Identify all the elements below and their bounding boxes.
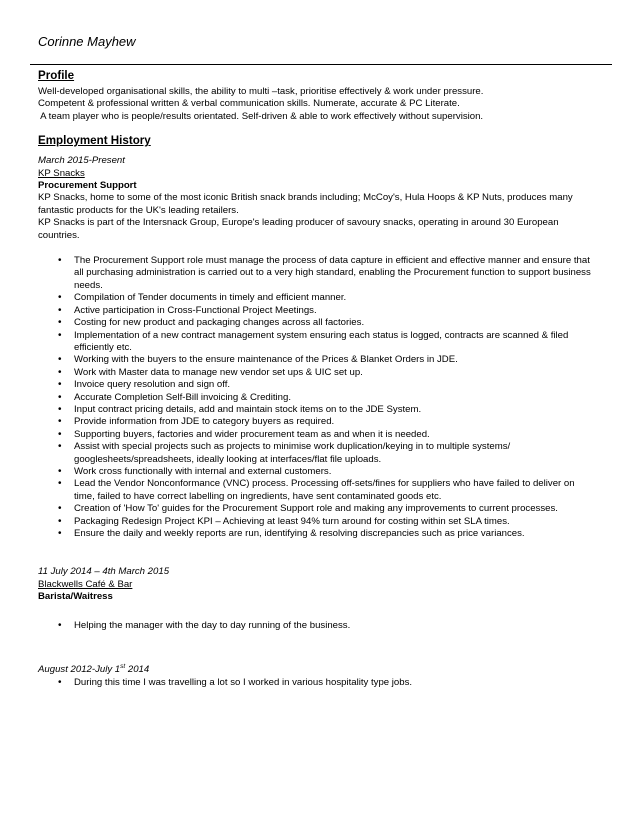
job1-company: KP Snacks [38, 167, 85, 179]
list-item: • Costing for new product and packaging changes across all factories. [38, 317, 598, 329]
list-item: • Work cross functionally with internal and external customers. [38, 466, 598, 478]
list-item: • Supporting buyers, factories and wider procurement team as and when it is needed. [38, 429, 598, 441]
profile-line: Competent & professional written & verbal communication skills. Numerate, accurate & PC Literate. [38, 98, 460, 110]
header-name: Corinne Mayhew [38, 34, 136, 49]
list-item: • Creation of 'How To' guides for the Procurement Support role and making any improvements to current processes. [38, 503, 598, 515]
list-item: • Helping the manager with the day to day running of the business. [38, 620, 598, 632]
job3-dates [38, 664, 598, 676]
list-item: • Working with the buyers to the ensure maintenance of the Prices & Blanket Orders in JDE. [38, 354, 598, 366]
list-item: • Assist with special projects such as projects to minimise work duplication/keying in to multiple systems/ googlesheets/spreadsheets, ideally looking at interfaces/flat file uploads. [38, 441, 598, 466]
job2-bullet-list [38, 620, 598, 632]
job2-company: Blackwells Café & Bar [38, 578, 133, 590]
list-item: • Ensure the daily and weekly reports are run, identifying & resolving discrepancies such as price variances. [38, 528, 598, 540]
job1-dates: March 2015-Present [38, 155, 125, 167]
list-item: • Invoice query resolution and sign off. [38, 379, 598, 391]
job3-dates-start: August 2012-July 1 [38, 664, 121, 676]
job1-description: KP Snacks is part of the Intersnack Group, Europe's leading producer of savoury snacks, operating in around 30 European countries. [38, 217, 559, 241]
section-spacer [38, 632, 598, 664]
list-item: • Work with Master data to manage new vendor set ups & UIC set up. [38, 367, 598, 379]
profile-heading: Profile [38, 69, 75, 82]
header-divider [30, 64, 612, 65]
profile-line: A team player who is people/results orientated. Self-driven & able to work effectively without supervision. [38, 110, 484, 122]
list-item: • During this time I was travelling a lot so I worked in various hospitality type jobs. [38, 677, 598, 689]
list-item: • Compilation of Tender documents in timely and efficient manner. [38, 292, 598, 304]
job1-role: Procurement Support [38, 180, 137, 192]
list-item: • The Procurement Support role must manage the process of data capture in efficient and effective manner and ensure that all purchasing administration is carried out to a very high standard, enabling the Procurement function to support business needs. [38, 255, 598, 292]
list-item: • Input contract pricing details, add and maintain stock items on to the JDE System. [38, 404, 598, 416]
list-item: • Active participation in Cross-Functional Project Meetings. [38, 305, 598, 317]
job3-bullet-list [38, 677, 598, 689]
job2-dates: 11 July 2014 – 4th March 2015 [38, 566, 170, 578]
list-item: • Implementation of a new contract management system ensuring each status is logged, contracts are scanned & filed efficiently etc. [38, 330, 598, 355]
section-spacer [38, 540, 598, 566]
job1-description: KP Snacks, home to some of the most iconic British snack brands including; McCoy's, Hula Hoops & KP Nuts, produces many fantastic products for the UK's leading retailers. [38, 192, 573, 216]
job2-role: Barista/Waitress [38, 591, 113, 603]
job1-bullet-list [38, 255, 598, 540]
profile-line: Well-developed organisational skills, the ability to multi –task, prioritise effectively & work under pressure. [38, 86, 484, 97]
list-item: • Accurate Completion Self-Bill invoicing & Crediting. [38, 392, 598, 404]
list-item: • Lead the Vendor Nonconformance (VNC) process. Processing off-sets/fines for suppliers who have failed to deliver on time, failed to have correct labelling on ingredients, have sent contaminated goods etc. [38, 478, 598, 503]
resume-content [38, 69, 598, 690]
list-item: • Provide information from JDE to category buyers as required. [38, 416, 598, 428]
list-item: • Packaging Redesign Project KPI – Achieving at least 94% turn around for costing within set SLA times. [38, 516, 598, 528]
job3-dates-end: 2014 [125, 664, 150, 676]
job3-dates-suffix: st [120, 662, 126, 670]
employment-heading: Employment History [38, 134, 151, 148]
